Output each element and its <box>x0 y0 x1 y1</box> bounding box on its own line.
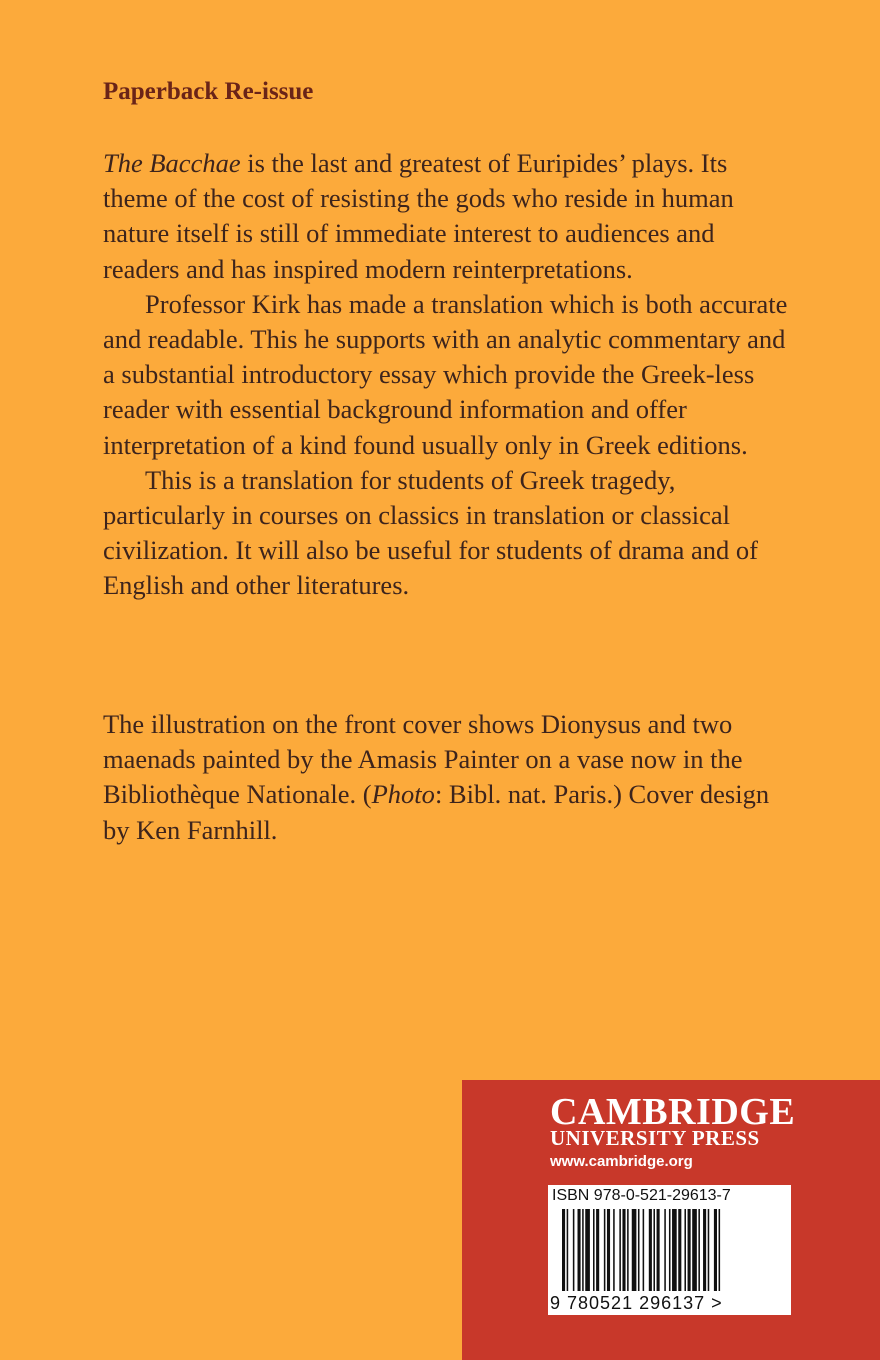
barcode-bar <box>653 1209 655 1291</box>
blurb-text <box>103 146 793 604</box>
publisher-panel <box>462 1080 880 1360</box>
barcode-bar <box>573 1209 575 1291</box>
barcode-bar <box>604 1209 606 1291</box>
barcode-bar <box>688 1209 691 1291</box>
barcode-bar <box>657 1209 660 1291</box>
barcode-bar <box>649 1209 652 1291</box>
barcode-bar <box>678 1209 681 1291</box>
barcode-bar <box>643 1209 645 1291</box>
barcode-icon <box>548 1209 791 1293</box>
barcode-digits: 9 780521 296137 > <box>550 1293 723 1313</box>
blurb-paragraph-1 <box>103 146 793 287</box>
barcode-bar <box>582 1209 584 1291</box>
barcode-bar <box>613 1209 615 1291</box>
barcode-bar <box>619 1209 621 1291</box>
barcode-bar <box>664 1209 666 1291</box>
barcode-bar <box>719 1209 721 1291</box>
blurb-paragraph-3: This is a translation for students of Greek tragedy, particularly in courses on classics in translation or classical civilization. It will also be useful for students of drama and of English and other literatures. <box>103 464 758 601</box>
credit-text-2: : Bibl. nat. Paris.) Cover design by Ken Farnhill. <box>103 779 770 845</box>
barcode-bar <box>632 1209 637 1291</box>
barcode-bar <box>669 1209 671 1291</box>
publisher-name: CAMBRIDGE <box>550 1091 796 1133</box>
barcode-bar <box>708 1209 710 1291</box>
cover-credit <box>103 707 793 848</box>
barcode-bar <box>698 1209 700 1291</box>
book-title: The Bacchae <box>103 148 241 178</box>
barcode-bar <box>585 1209 590 1291</box>
barcode-bar <box>578 1209 581 1291</box>
barcode-area <box>548 1185 791 1315</box>
blurb-paragraph-2: Professor Kirk has made a translation which is both accurate and readable. This he supports with an analytic commentary and a substantial introductory essay which provide the Greek-less reader with essential background information and offer interpretation of a kind found usually only in Greek editions. <box>103 288 788 460</box>
barcode-bar <box>672 1209 677 1291</box>
isbn-label: ISBN 978-0-521-29613-7 <box>552 1187 731 1204</box>
barcode-bar <box>562 1209 565 1291</box>
credit-photo-word: Photo <box>371 779 435 810</box>
barcode-bar <box>607 1209 610 1291</box>
blurb-paragraph-1-text: is the last and greatest of Euripides’ plays. Its theme of the cost of resisting the gods who reside in human nature itself is still of immediate interest to audiences and readers and has inspired modern reinterpretations. <box>103 148 734 284</box>
barcode-bar <box>627 1209 629 1291</box>
publisher-subtitle: UNIVERSITY PRESS <box>550 1126 760 1150</box>
barcode-bar <box>692 1209 697 1291</box>
credit-text-1: The illustration on the front cover shows Dionysus and two maenads painted by the Amasis Painter on a vase now in the Bibliothèque Nationale. ( <box>103 709 743 810</box>
barcode-bar <box>703 1209 706 1291</box>
barcode-bar <box>684 1209 686 1291</box>
barcode-bar <box>567 1209 569 1291</box>
barcode-bar <box>714 1209 717 1291</box>
barcode-bar <box>638 1209 640 1291</box>
section-heading: Paperback Re-issue <box>103 78 314 105</box>
barcode-bar <box>622 1209 625 1291</box>
barcode-bar <box>596 1209 599 1291</box>
publisher-url: www.cambridge.org <box>550 1153 693 1170</box>
barcode-bar <box>593 1209 595 1291</box>
